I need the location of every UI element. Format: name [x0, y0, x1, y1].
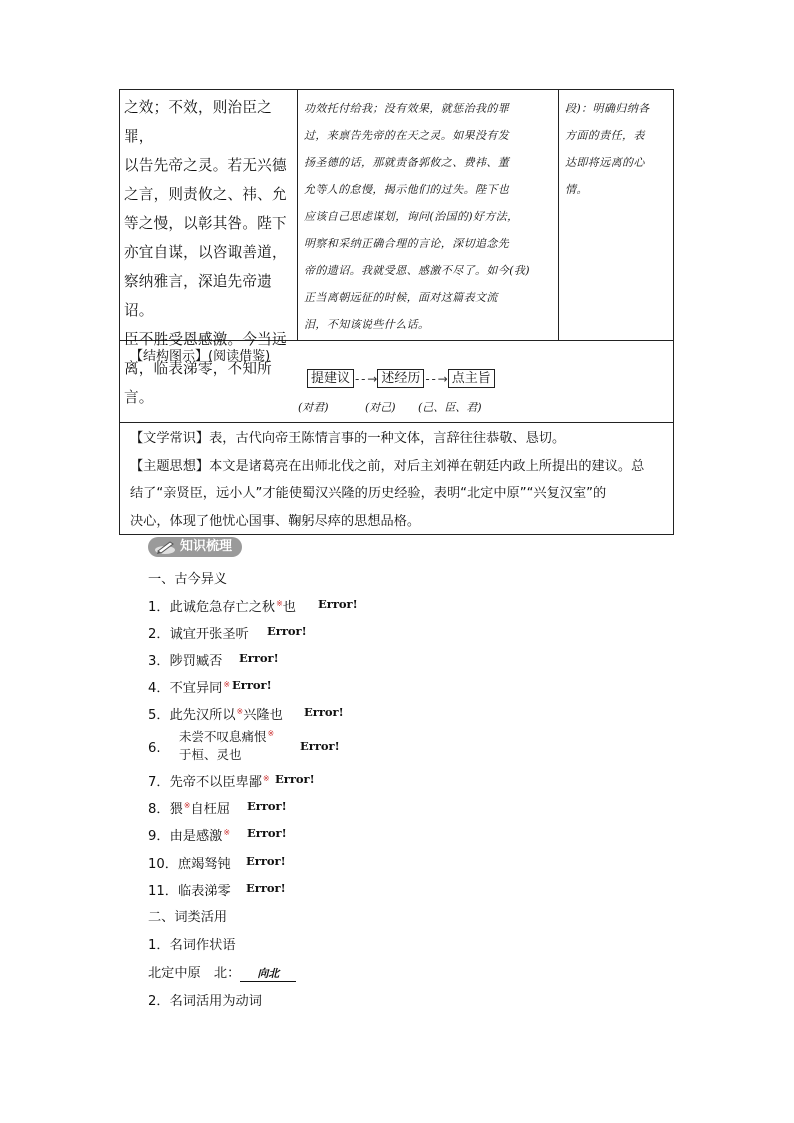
item-number: 8．	[148, 802, 170, 817]
item-number: 4．	[148, 681, 170, 696]
original-line: 离，临表涕零，不知所言。	[124, 360, 272, 406]
literature-paragraph	[130, 425, 665, 453]
item-number: 3．	[148, 654, 170, 669]
subsection-heading: 1．名词作状语	[148, 938, 236, 953]
list-item	[148, 771, 388, 797]
item-tail: 也	[282, 600, 296, 615]
flow-step-note: (对己)	[365, 401, 396, 414]
item-number: 1．	[148, 600, 170, 615]
answer-blank: 向北	[240, 967, 296, 982]
analysis-line: 方面的责任，表	[565, 129, 645, 142]
item-text: 庶竭驽钝	[177, 857, 231, 872]
structure-label: 【结构图示】(阅读借鉴)	[130, 349, 271, 364]
translation-line: 泪，不知该说些什么话。	[304, 318, 430, 331]
item-number: 6.	[148, 741, 161, 756]
list-item	[148, 596, 388, 622]
item-number: 7．	[148, 775, 170, 790]
theme-text-line: 决心，体现了他忧心国事、鞠躬尽瘁的思想品格。	[130, 513, 421, 529]
item-number: 10．	[148, 857, 178, 872]
item-text: 不宜异同	[169, 681, 223, 696]
error-placeholder: Error!	[239, 651, 279, 665]
item-text: 由是感激	[169, 829, 223, 844]
literature-text: 表，古代向帝王陈情言事的一种文体，言辞往往恭敬、恳切。	[209, 431, 566, 446]
arrow-right-icon: - - →	[425, 371, 447, 386]
section-heading: 二、词类活用	[148, 910, 228, 925]
theme-text-line: 本文是诸葛亮在出师北伐之前，对后主刘禅在朝廷内政上所提出的建议。总	[209, 458, 645, 474]
error-placeholder: Error!	[267, 624, 307, 638]
list-item	[148, 825, 388, 851]
list-item	[148, 880, 388, 906]
original-line: 等之慢，以彰其咎。陛下	[124, 215, 287, 232]
arrow-right-icon: - - →	[355, 371, 377, 386]
analysis-line: 情。	[565, 183, 588, 196]
item-text: 诚宜开张圣听	[169, 627, 249, 642]
error-placeholder: Error!	[300, 739, 340, 753]
error-placeholder: Error!	[304, 705, 344, 719]
item-text: 此诚危急存亡之秋	[169, 600, 276, 615]
structure-flow	[307, 369, 495, 388]
translation-line: 过，来禀告先帝的在天之灵。如果没有发	[304, 129, 510, 142]
original-line: 臣不胜受恩感激。今当远	[124, 331, 287, 348]
structure-diagram-box	[119, 341, 674, 423]
item-tail: 自枉屈	[190, 802, 231, 817]
item-text: 此先汉所以	[169, 708, 236, 723]
item-text: 陟罚臧否	[169, 654, 223, 669]
list-item	[148, 853, 388, 879]
error-placeholder: Error!	[246, 881, 286, 895]
item-text: 先帝不以臣卑鄙	[169, 775, 262, 790]
section-heading: 一、古今异义	[148, 572, 228, 587]
translation-line: 功效托付给我；没有效果，就惩治我的罪	[304, 102, 510, 115]
original-line: 之言，则责攸之、祎、允	[124, 186, 287, 203]
pencil-icon	[154, 539, 176, 555]
example-text: 北定中原 北：	[148, 966, 241, 981]
error-placeholder: Error!	[246, 854, 286, 868]
reference-mark-icon: ※	[223, 827, 231, 837]
knowledge-banner	[148, 536, 242, 558]
original-line: 以告先帝之灵。若无兴德	[124, 157, 287, 174]
original-line: 亦宜自谋，以咨诹善道，	[124, 244, 287, 261]
reference-mark-icon: ※	[267, 728, 275, 738]
original-line: 之效；不效，则治臣之罪，	[124, 99, 272, 145]
item-tail: 于桓、灵也	[179, 747, 242, 762]
reference-mark-icon: ※	[276, 598, 283, 608]
translation-line: 帝的遗诏。我就受恩、感激不尽了。如今(我)	[304, 264, 530, 277]
error-placeholder: Error!	[318, 597, 358, 611]
flow-step: 提建议	[307, 369, 354, 388]
subsection-heading: 2．名词活用为动词	[148, 994, 262, 1009]
flow-step: 述经历	[377, 369, 424, 388]
list-item	[148, 650, 388, 676]
theme-text-line: 结了“亲贤臣，远小人”才能使蜀汉兴隆的历史经验，表明“北定中原”“兴复汉室”的	[130, 486, 607, 501]
translation-line: 应该自己思虑谋划，询问(治国的)好方法，	[304, 210, 519, 223]
theme-tag: 【主题思想】	[130, 458, 210, 474]
item-number: 5．	[148, 708, 170, 723]
reference-mark-icon: ※	[262, 773, 270, 783]
item-text	[179, 727, 274, 745]
flow-step-note: (己、臣、君)	[418, 401, 482, 414]
translation-line: 允等人的怠慢，揭示他们的过失。陛下也	[304, 183, 510, 196]
item-number: 2．	[148, 627, 170, 642]
error-placeholder: Error!	[247, 826, 287, 840]
translation-line: 正当离朝远征的时候，面对这篇表文流	[304, 291, 498, 304]
knowledge-pill	[148, 537, 242, 557]
list-item	[148, 677, 388, 703]
theme-paragraph	[130, 453, 665, 481]
item-text-main: 未尝不叹息痛恨	[179, 729, 267, 744]
original-line: 察纳雅言，深追先帝遗诏。	[124, 273, 272, 319]
error-placeholder: Error!	[232, 678, 272, 692]
reference-mark-icon: ※	[223, 679, 231, 689]
analysis-line: 段)：明确归纳各	[565, 102, 650, 115]
translation-column	[298, 90, 559, 340]
item-number: 11．	[148, 884, 178, 899]
analysis-column	[559, 90, 673, 340]
list-item	[148, 623, 388, 649]
list-item	[148, 728, 388, 762]
error-placeholder: Error!	[275, 772, 315, 786]
item-tail: 兴隆也	[243, 708, 283, 723]
reference-mark-icon: ※	[183, 800, 191, 810]
list-item	[148, 798, 388, 824]
literature-tag: 【文学常识】	[130, 431, 210, 446]
translation-line: 明察和采纳正确合理的言论，深切追念先	[304, 237, 510, 250]
flow-step-note: (对君)	[298, 401, 329, 414]
banner-title: 知识梳理	[180, 539, 233, 554]
analysis-line: 达即将远离的心	[565, 156, 645, 169]
translation-line: 扬圣德的话，那就责备郭攸之、费祎、董	[304, 156, 510, 169]
flow-step: 点主旨	[448, 369, 495, 388]
reference-mark-icon: ※	[236, 706, 244, 716]
literature-theme-box	[119, 423, 674, 535]
item-text: 临表涕零	[177, 884, 231, 899]
item-number: 9．	[148, 829, 170, 844]
example-line	[148, 962, 296, 982]
error-placeholder: Error!	[247, 799, 287, 813]
item-text: 猥	[169, 802, 183, 817]
